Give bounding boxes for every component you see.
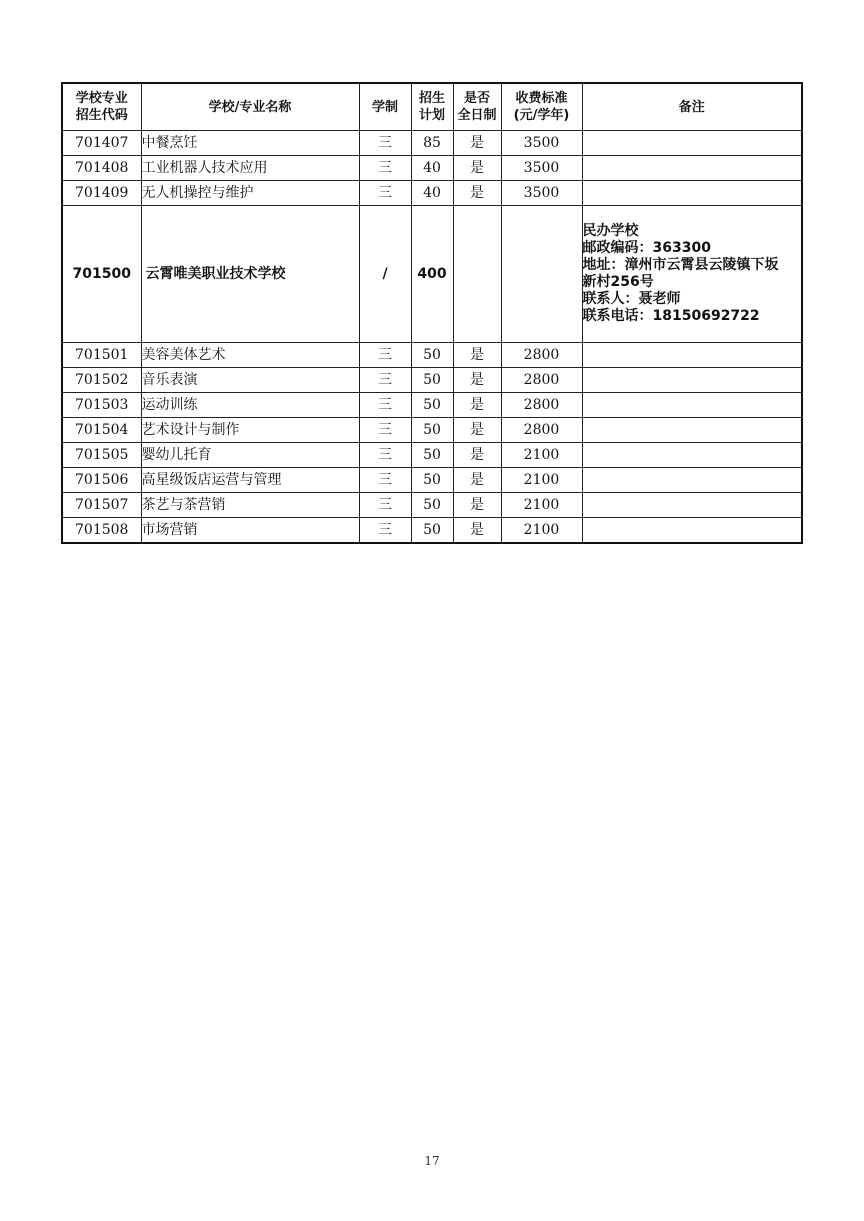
page-number: 17 [424, 1154, 440, 1168]
row-note [582, 368, 802, 393]
table-row [62, 181, 802, 206]
row-fee: 2800 [501, 393, 582, 418]
school-name: 云霄唯美职业技术学校 [141, 206, 359, 343]
row-fulltime: 是 [453, 343, 501, 368]
row-note [582, 518, 802, 544]
row-note [582, 181, 802, 206]
header-plan: 招生 计划 [411, 83, 453, 131]
table-row [62, 343, 802, 368]
header-fee: 收费标准 (元/学年) [501, 83, 582, 131]
school-fee [501, 206, 582, 343]
row-fulltime: 是 [453, 468, 501, 493]
row-system: 三 [359, 443, 411, 468]
school-plan: 400 [411, 206, 453, 343]
school-row [62, 206, 802, 343]
row-name: 工业机器人技术应用 [141, 156, 359, 181]
row-fee: 2800 [501, 368, 582, 393]
school-code: 701500 [62, 206, 141, 343]
admission-table [61, 82, 803, 544]
row-code: 701502 [62, 368, 141, 393]
row-plan: 85 [411, 131, 453, 156]
row-plan: 40 [411, 181, 453, 206]
table-body [62, 131, 802, 544]
row-plan: 50 [411, 443, 453, 468]
row-code: 701501 [62, 343, 141, 368]
row-fulltime: 是 [453, 368, 501, 393]
row-plan: 50 [411, 468, 453, 493]
row-code: 701504 [62, 418, 141, 443]
row-code: 701409 [62, 181, 141, 206]
row-code: 701407 [62, 131, 141, 156]
row-fulltime: 是 [453, 393, 501, 418]
row-system: 三 [359, 418, 411, 443]
row-name: 茶艺与茶营销 [141, 493, 359, 518]
row-note [582, 468, 802, 493]
row-system: 三 [359, 368, 411, 393]
row-system: 三 [359, 343, 411, 368]
note-address: 地址：漳州市云霄县云陵镇下坂 [582, 257, 779, 273]
table-row [62, 131, 802, 156]
table-row [62, 468, 802, 493]
row-name: 高星级饭店运营与管理 [141, 468, 359, 493]
row-system: 三 [359, 393, 411, 418]
table-row [62, 493, 802, 518]
row-note [582, 443, 802, 468]
note-school-type: 民办学校 [582, 223, 639, 239]
header-fulltime: 是否 全日制 [453, 83, 501, 131]
row-code: 701505 [62, 443, 141, 468]
row-code: 701408 [62, 156, 141, 181]
row-name: 无人机操控与维护 [141, 181, 359, 206]
school-fulltime [453, 206, 501, 343]
note-postcode: 邮政编码：363300 [582, 240, 711, 256]
row-plan: 50 [411, 418, 453, 443]
row-code: 701506 [62, 468, 141, 493]
row-note [582, 131, 802, 156]
row-plan: 50 [411, 393, 453, 418]
note-contact: 联系人：聂老师 [582, 291, 681, 307]
row-system: 三 [359, 518, 411, 544]
note-phone: 联系电话：18150692722 [582, 308, 760, 324]
row-name: 艺术设计与制作 [141, 418, 359, 443]
school-note [582, 206, 802, 343]
table-row [62, 393, 802, 418]
row-note [582, 418, 802, 443]
row-fulltime: 是 [453, 443, 501, 468]
row-fee: 2100 [501, 518, 582, 544]
row-note [582, 343, 802, 368]
row-fee: 2100 [501, 468, 582, 493]
row-code: 701508 [62, 518, 141, 544]
row-name: 美容美体艺术 [141, 343, 359, 368]
row-system: 三 [359, 468, 411, 493]
row-fulltime: 是 [453, 156, 501, 181]
table-header [62, 83, 802, 131]
row-system: 三 [359, 131, 411, 156]
header-code: 学校专业 招生代码 [62, 83, 141, 131]
note-address-cont: 新村256号 [582, 274, 654, 290]
row-plan: 50 [411, 493, 453, 518]
row-plan: 40 [411, 156, 453, 181]
row-fulltime: 是 [453, 131, 501, 156]
row-name: 运动训练 [141, 393, 359, 418]
table-row [62, 418, 802, 443]
row-fulltime: 是 [453, 493, 501, 518]
row-note [582, 493, 802, 518]
row-name: 市场营销 [141, 518, 359, 544]
row-system: 三 [359, 156, 411, 181]
row-note [582, 156, 802, 181]
row-fee: 3500 [501, 181, 582, 206]
header-system: 学制 [359, 83, 411, 131]
header-name: 学校/专业名称 [141, 83, 359, 131]
table-row [62, 443, 802, 468]
header-note: 备注 [582, 83, 802, 131]
row-plan: 50 [411, 518, 453, 544]
table-row [62, 518, 802, 544]
row-fee: 2100 [501, 443, 582, 468]
row-fulltime: 是 [453, 181, 501, 206]
row-name: 音乐表演 [141, 368, 359, 393]
row-name: 中餐烹饪 [141, 131, 359, 156]
table-row [62, 156, 802, 181]
row-fulltime: 是 [453, 518, 501, 544]
row-fee: 2800 [501, 418, 582, 443]
row-plan: 50 [411, 368, 453, 393]
row-system: 三 [359, 181, 411, 206]
row-code: 701503 [62, 393, 141, 418]
row-fulltime: 是 [453, 418, 501, 443]
row-system: 三 [359, 493, 411, 518]
row-fee: 2100 [501, 493, 582, 518]
row-fee: 3500 [501, 156, 582, 181]
header-row [62, 83, 802, 131]
row-fee: 3500 [501, 131, 582, 156]
row-code: 701507 [62, 493, 141, 518]
row-plan: 50 [411, 343, 453, 368]
row-note [582, 393, 802, 418]
school-system: / [359, 206, 411, 343]
row-fee: 2800 [501, 343, 582, 368]
row-name: 婴幼儿托育 [141, 443, 359, 468]
table-row [62, 368, 802, 393]
